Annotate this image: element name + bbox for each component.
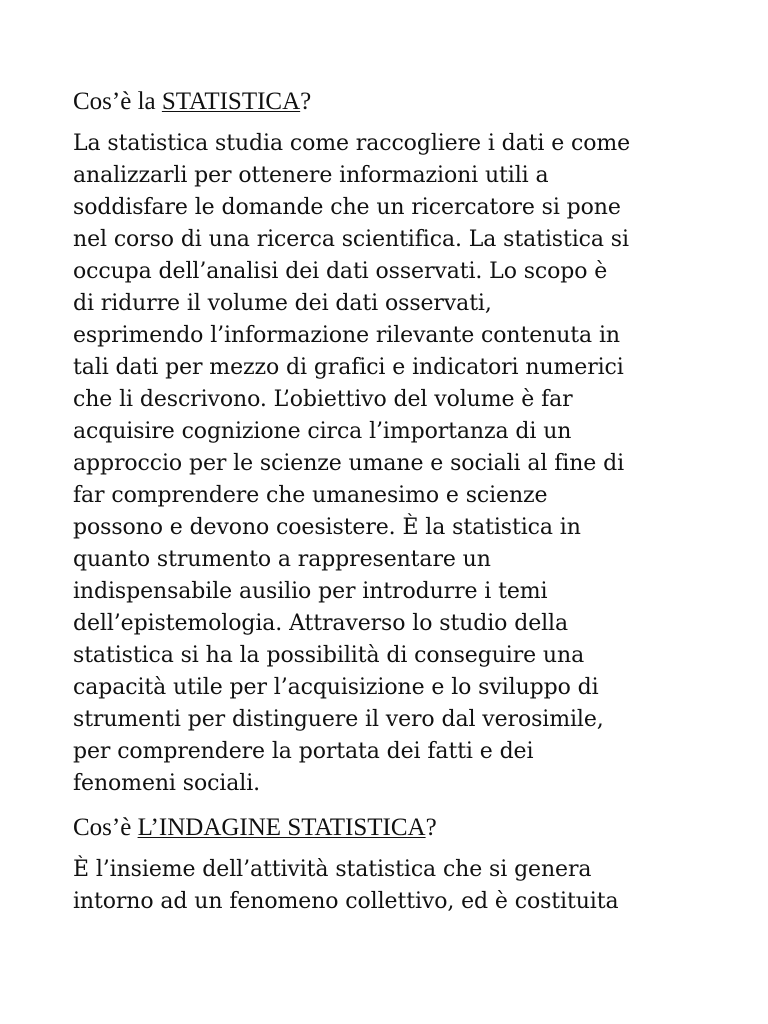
question-term-underlined: STATISTICA [161,88,301,115]
paragraph-line: acquisire cognizione circa l’importanza di un [73,419,572,444]
paragraph-line: possono e devono coesistere. È la statistica in [73,515,581,540]
question-term-underlined: L’INDAGINE STATISTICA [137,814,426,841]
paragraph-line: tali dati per mezzo di grafici e indicatori numerici [73,355,624,380]
paragraph-line: fenomeni sociali. [73,771,261,796]
paragraph-line: esprimendo l’informazione rilevante contenuta in [73,323,620,348]
paragraph-line: capacità utile per l’acquisizione e lo sviluppo di [73,675,599,700]
paragraph-line: strumenti per distinguere il vero dal verosimile, [73,707,604,732]
paragraph-line: approccio per le scienze umane e sociali al fine di [73,451,625,476]
paragraph-line: di ridurre il volume dei dati osservati, [73,291,492,316]
paragraph-line: soddisfare le domande che un ricercatore si pone [73,195,621,220]
paragraph-line: quanto strumento a rappresentare un [73,547,491,572]
question-heading-statistica [73,86,713,118]
question-prefix: Cos’è [73,814,138,841]
paragraph-line: statistica si ha la possibilità di conseguire una [73,643,585,668]
question-heading-indagine-statistica [73,812,713,844]
paragraph-line: dell’epistemologia. Attraverso lo studio della [73,611,568,636]
question-mark: ? [300,88,312,115]
paragraph-line: far comprendere che umanesimo e scienze [73,483,548,508]
question-mark: ? [425,814,437,841]
paragraph-line: È l’insieme dell’attività statistica che si genera [73,857,592,882]
paragraph-line: indispensabile ausilio per introdurre i temi [73,579,548,604]
paragraph-line: per comprendere la portata dei fatti e dei [73,739,534,764]
paragraph-line: La statistica studia come raccogliere i dati e come [73,131,631,156]
question-prefix: Cos’è la [73,88,162,115]
paragraph-line: nel corso di una ricerca scientifica. La statistica si [73,227,629,252]
paragraph-line: occupa dell’analisi dei dati osservati. Lo scopo è [73,259,608,284]
document-page [73,86,713,918]
paragraph-statistica-definition [73,128,713,800]
paragraph-line: che li descrivono. L’obiettivo del volume è far [73,387,573,412]
paragraph-line: analizzarli per ottenere informazioni utili a [73,163,549,188]
paragraph-line: intorno ad un fenomeno collettivo, ed è costituita [73,889,619,914]
paragraph-indagine-definition [73,854,713,918]
